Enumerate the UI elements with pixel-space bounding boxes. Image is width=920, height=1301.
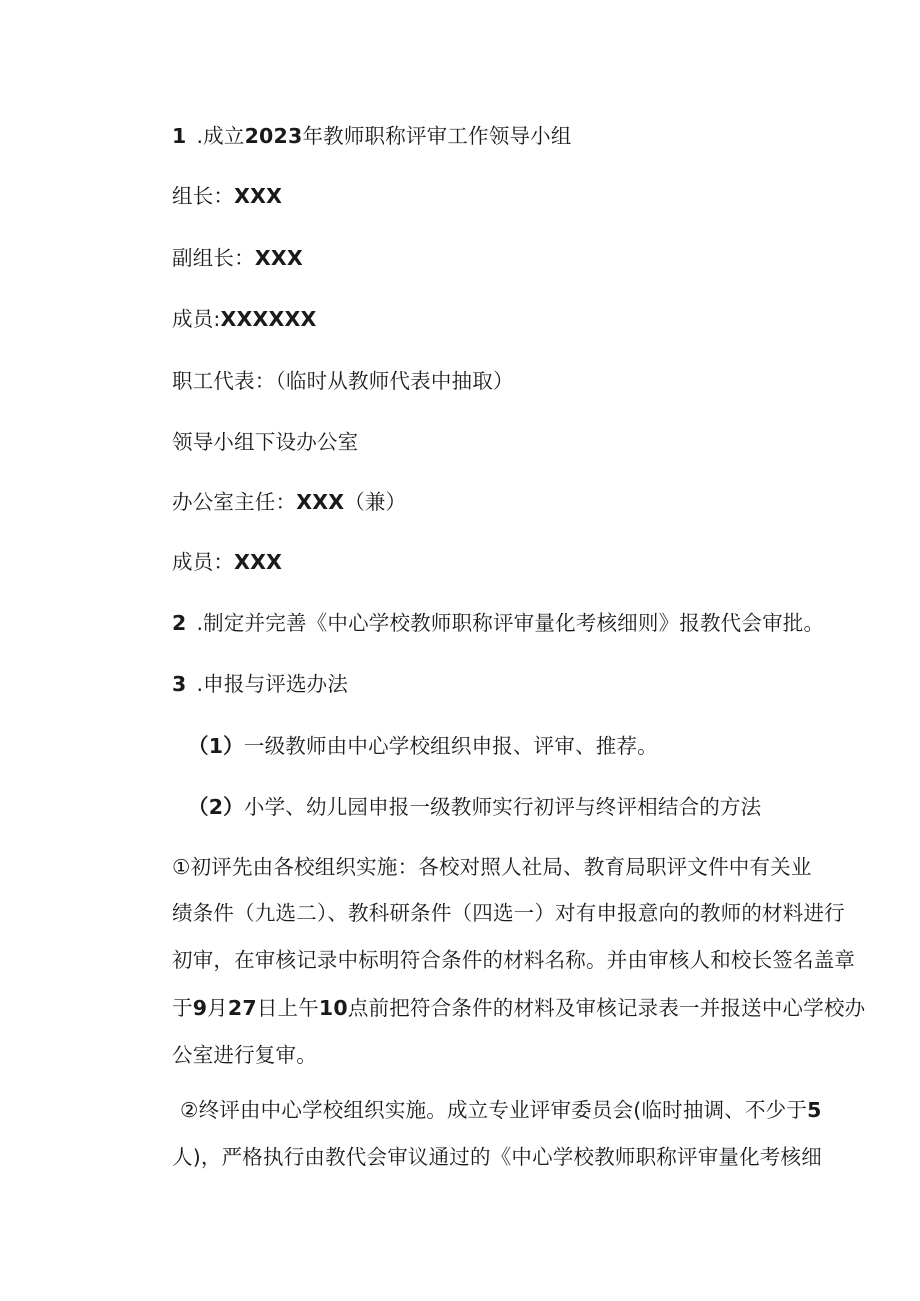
para-1-line-4-d: 点前把符合条件的材料及审核记录表一并报送中心学校办 [347,996,866,1020]
members-line [172,305,317,333]
deputy-value: XXX [254,246,303,270]
members-value: XXXXXX [220,307,317,331]
sub-item-1 [188,732,658,760]
sub-item-1-number: （1） [188,734,244,758]
para-1-line-4 [172,994,865,1022]
deputy-label: 副组长： [172,246,255,270]
sub-item-2-text: 小学、幼儿园申报一级教师实行初评与终评相结合的方法 [243,795,762,819]
sub-item-2-number: （2） [188,795,244,819]
para-1-line-4-a: 于 [172,996,193,1020]
item-1-number: 1 [172,124,187,148]
office-setup-line: 领导小组下设办公室 [172,430,359,454]
office-director-value: XXX [296,490,345,514]
para-1-line-1: ①初评先由各校组织实施：各校对照人社局、教育局职评文件中有关业 [172,855,812,879]
item-1-year: 2023 [244,124,303,148]
item-3-text: .申报与评选办法 [196,672,349,696]
item-1-text-b: 年教师职称评审工作领导小组 [302,124,572,148]
leader-line [172,182,282,210]
office-director-label: 办公室主任： [172,490,297,514]
para-2-number: 5 [807,1098,822,1122]
para-1-line-4-b: 月 [207,996,228,1020]
office-members-line [172,548,282,576]
para-1-line-5: 公室进行复审。 [172,1043,317,1067]
para-2-line-2: 人)，严格执行由教代会审议通过的《中心学校教师职称评审量化考核细 [172,1145,822,1169]
sub-item-2 [188,793,761,821]
sub-item-1-text: 一级教师由中心学校组织申报、评审、推荐。 [243,734,658,758]
office-members-label: 成员： [172,550,235,574]
para-2-line-1 [180,1096,822,1124]
item-2-heading [172,609,824,637]
item-1-heading [172,122,572,150]
deputy-line [172,244,303,272]
item-3-number: 3 [172,672,187,696]
office-director-line [172,488,406,516]
para-1-line-4-c: 日上午 [256,996,319,1020]
staff-rep-line: 职工代表：（临时从教师代表中抽取） [172,369,514,393]
para-1-line-2: 绩条件（九选二）、教科研条件（四选一）对有申报意向的教师的材料进行 [172,901,845,925]
para-1-day: 27 [227,996,257,1020]
para-1-hour: 10 [318,996,348,1020]
item-2-text: .制定并完善《中心学校教师职称评审量化考核细则》报教代会审批。 [196,611,825,635]
leader-label: 组长： [172,184,235,208]
para-1-line-3: 初审，在审核记录中标明符合条件的材料名称。并由审核人和校长签名盖章 [172,948,856,972]
item-1-text-a: .成立 [196,124,245,148]
office-members-value: XXX [234,550,283,574]
item-3-heading [172,670,348,698]
leader-value: XXX [234,184,283,208]
office-director-suffix: （兼） [344,490,407,514]
para-1-month: 9 [192,996,208,1020]
para-2-line-1-a: ②终评由中心学校组织实施。成立专业评审委员会(临时抽调、不少于 [180,1098,808,1122]
item-2-number: 2 [172,611,187,635]
members-label: 成员: [172,307,221,331]
